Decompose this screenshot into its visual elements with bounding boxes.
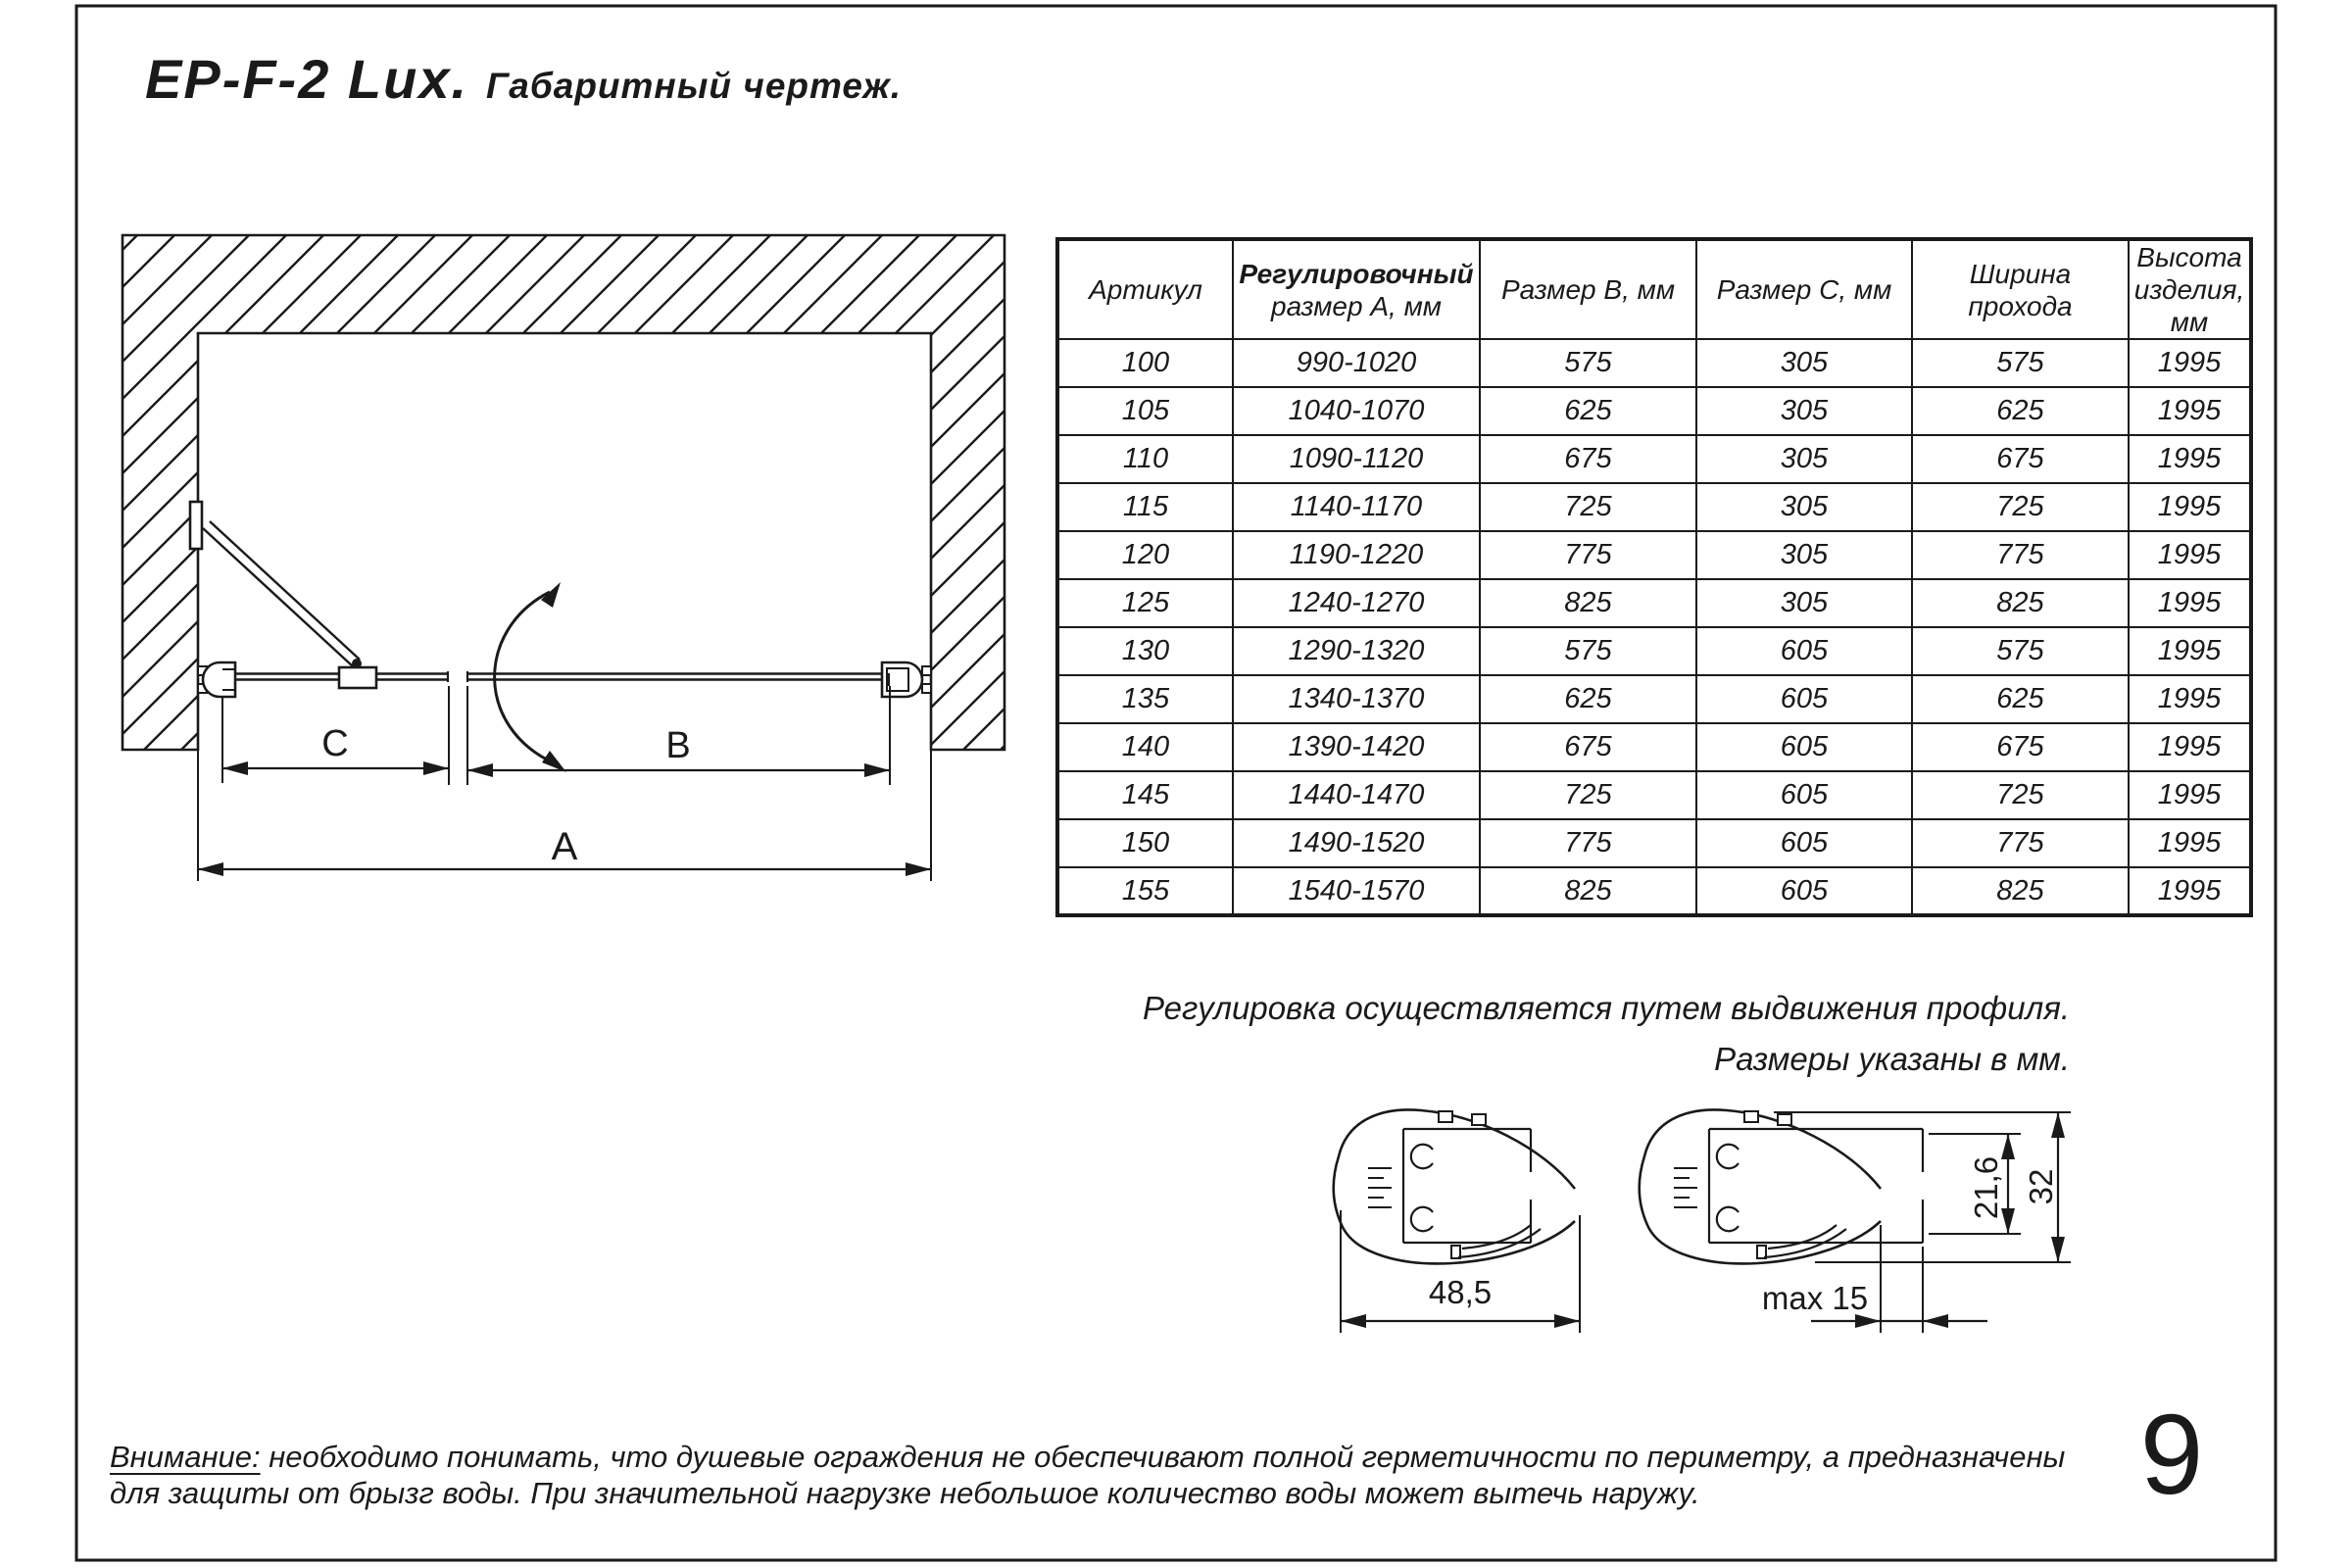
model-name: EP-F-2 Lux.: [145, 48, 469, 110]
table-cell: 605: [1696, 723, 1912, 771]
table-column-header: Артикул: [1057, 239, 1233, 339]
size-table: [1055, 237, 2253, 917]
table-cell: 775: [1480, 531, 1696, 579]
table-row: [1057, 867, 2251, 915]
table-cell: 1240-1270: [1233, 579, 1480, 627]
table-cell: 1490-1520: [1233, 819, 1480, 867]
table-row: [1057, 387, 2251, 435]
table-column-header: Высота изделия, мм: [2129, 239, 2251, 339]
table-row: [1057, 531, 2251, 579]
warning-text: [110, 1439, 2065, 1511]
table-cell: 605: [1696, 675, 1912, 723]
table-column-header: Регулировочный размер A, мм: [1233, 239, 1480, 339]
table-cell: 825: [1912, 867, 2129, 915]
table-row: [1057, 435, 2251, 483]
table-cell: 775: [1480, 819, 1696, 867]
note-units: Размеры указаны в мм.: [1714, 1041, 2070, 1077]
table-row: [1057, 819, 2251, 867]
support-bar-pin: [352, 659, 362, 668]
dimension-label-a: A: [551, 825, 578, 868]
table-cell: 825: [1480, 867, 1696, 915]
table-cell: 1995: [2129, 867, 2251, 915]
table-cell: 725: [1912, 771, 2129, 819]
table-cell: 1140-1170: [1233, 483, 1480, 531]
note-adjustment: Регулировка осуществляется путем выдвижения профиля.: [1142, 990, 2070, 1026]
title-caption: Габаритный чертеж.: [486, 66, 903, 106]
table-cell: 110: [1057, 435, 1233, 483]
table-cell: 625: [1480, 387, 1696, 435]
table-cell: 605: [1696, 771, 1912, 819]
table-cell: 305: [1696, 579, 1912, 627]
warning-line-1: Внимание: необходимо понимать, что душевые ограждения не обеспечивают полной герметичности по периметру, а предназначены: [110, 1440, 2066, 1474]
size-table-grid: [1055, 237, 2253, 917]
profile-left: [1334, 1109, 1575, 1263]
table-cell: 305: [1696, 387, 1912, 435]
support-bar-wall-mount: [190, 502, 202, 549]
table-row: [1057, 627, 2251, 675]
table-cell: 675: [1912, 723, 2129, 771]
table-cell: 575: [1480, 339, 1696, 387]
table-cell: 1995: [2129, 579, 2251, 627]
table-header-row: [1057, 239, 2251, 339]
table-cell: 990-1020: [1233, 339, 1480, 387]
dimension-label-b: B: [665, 725, 691, 766]
table-cell: 1440-1470: [1233, 771, 1480, 819]
table-cell: 100: [1057, 339, 1233, 387]
table-row: [1057, 483, 2251, 531]
table-cell: 155: [1057, 867, 1233, 915]
left-wall-clamp: [198, 662, 235, 697]
table-cell: 575: [1480, 627, 1696, 675]
table-cell: 305: [1696, 531, 1912, 579]
table-column-header: Размер B, мм: [1480, 239, 1696, 339]
table-cell: 605: [1696, 627, 1912, 675]
table-cell: 105: [1057, 387, 1233, 435]
table-cell: 1540-1570: [1233, 867, 1480, 915]
table-cell: 625: [1480, 675, 1696, 723]
profile-dim-inner-label: 21,6: [1968, 1155, 2004, 1220]
page-number: 9: [2139, 1391, 2204, 1518]
table-cell: 120: [1057, 531, 1233, 579]
table-cell: 115: [1057, 483, 1233, 531]
table-cell: 675: [1480, 435, 1696, 483]
table-cell: 305: [1696, 339, 1912, 387]
table-cell: 775: [1912, 531, 2129, 579]
door-panel-line: [467, 674, 889, 680]
table-cell: 1995: [2129, 483, 2251, 531]
profile-dim-max-label: max 15: [1761, 1280, 1869, 1316]
profile-dim-width-label: 48,5: [1428, 1274, 1493, 1310]
table-cell: 725: [1480, 771, 1696, 819]
table-cell: 305: [1696, 483, 1912, 531]
table-cell: 625: [1912, 387, 2129, 435]
table-cell: 605: [1696, 819, 1912, 867]
panel-gap-caps: [448, 671, 467, 682]
table-cell: 1090-1120: [1233, 435, 1480, 483]
table-cell: 1190-1220: [1233, 531, 1480, 579]
table-cell: 1390-1420: [1233, 723, 1480, 771]
profile-dim-outer-label: 32: [2023, 1168, 2059, 1205]
support-bar-lines: [203, 521, 360, 666]
support-bar-connector: [339, 667, 376, 688]
table-row: [1057, 339, 2251, 387]
table-cell: 575: [1912, 339, 2129, 387]
table-cell: 575: [1912, 627, 2129, 675]
table-cell: 625: [1912, 675, 2129, 723]
glass-panels: [233, 671, 889, 682]
table-cell: 1995: [2129, 387, 2251, 435]
table-cell: 825: [1480, 579, 1696, 627]
table-cell: 305: [1696, 435, 1912, 483]
table-column-header: Ширина прохода: [1912, 239, 2129, 339]
profile-right-extended-channel: [1709, 1129, 1923, 1243]
table-row: [1057, 675, 2251, 723]
table-cell: 1995: [2129, 675, 2251, 723]
table-row: [1057, 579, 2251, 627]
table-column-header: Размер C, мм: [1696, 239, 1912, 339]
support-bar: [190, 502, 360, 666]
table-cell: 1995: [2129, 771, 2251, 819]
table-cell: 1995: [2129, 819, 2251, 867]
table-cell: 130: [1057, 627, 1233, 675]
table-cell: 1995: [2129, 627, 2251, 675]
table-cell: 1995: [2129, 435, 2251, 483]
table-cell: 1290-1320: [1233, 627, 1480, 675]
warning-line-2: для защиты от брызг воды. При значительной нагрузке небольшое количество воды может вытечь наружу.: [110, 1476, 1700, 1510]
swing-arc: [495, 582, 566, 772]
dimension-label-c: C: [321, 723, 349, 764]
table-cell: 1340-1370: [1233, 675, 1480, 723]
table-cell: 140: [1057, 723, 1233, 771]
swing-arc-arrow-bottom: [542, 751, 566, 772]
table-cell: 605: [1696, 867, 1912, 915]
table-cell: 725: [1480, 483, 1696, 531]
table-cell: 1040-1070: [1233, 387, 1480, 435]
table-cell: 1995: [2129, 723, 2251, 771]
table-cell: 675: [1912, 435, 2129, 483]
dimension-profile-width: [1341, 1210, 1580, 1333]
warning-label: Внимание:: [110, 1440, 261, 1474]
table-cell: 1995: [2129, 339, 2251, 387]
table-cell: 825: [1912, 579, 2129, 627]
table-row: [1057, 771, 2251, 819]
table-cell: 150: [1057, 819, 1233, 867]
table-cell: 135: [1057, 675, 1233, 723]
table-cell: 1995: [2129, 531, 2251, 579]
table-row: [1057, 723, 2251, 771]
table-cell: 145: [1057, 771, 1233, 819]
table-cell: 775: [1912, 819, 2129, 867]
table-cell: 725: [1912, 483, 2129, 531]
table-cell: 125: [1057, 579, 1233, 627]
page-title: [145, 47, 902, 111]
table-cell: 675: [1480, 723, 1696, 771]
